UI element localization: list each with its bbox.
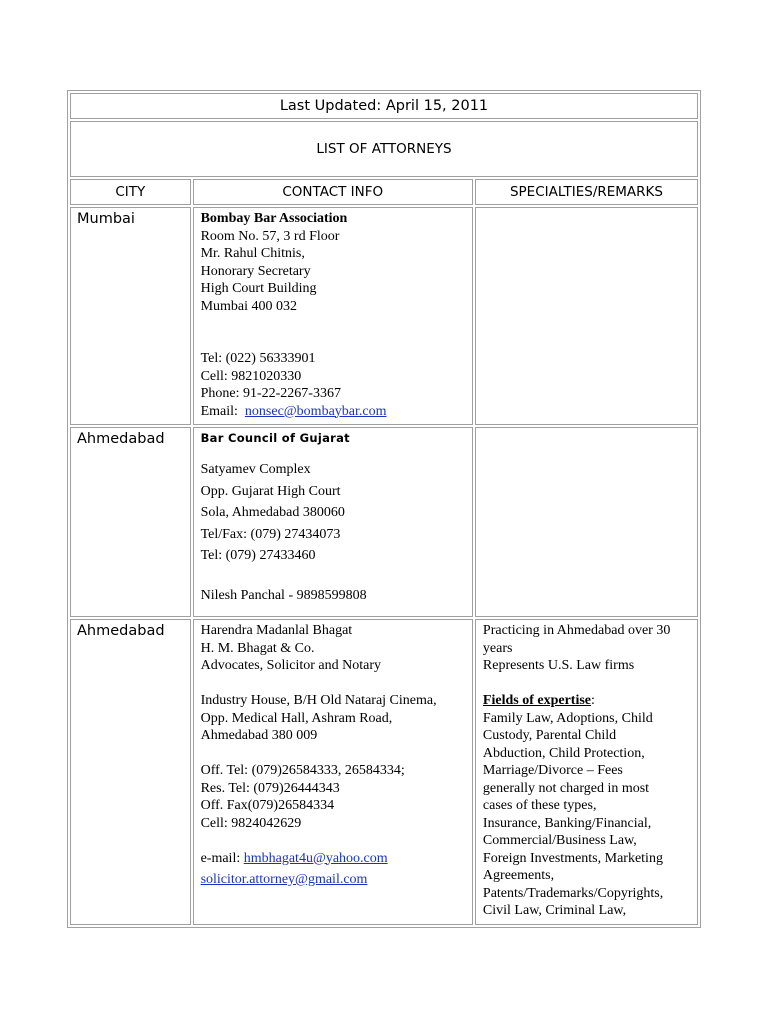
city-cell: Ahmedabad bbox=[70, 427, 191, 617]
specialties-cell bbox=[475, 619, 698, 925]
specialties-cell bbox=[475, 427, 698, 617]
address-line: Ahmedabad 380 009 bbox=[200, 728, 318, 743]
email-line bbox=[201, 403, 465, 421]
field-line: Foreign Investments, Marketing bbox=[482, 850, 663, 866]
email-link[interactable]: hmbhagat4u@yahoo.com bbox=[243, 850, 388, 866]
address-line: Mr. Rahul Chitnis, bbox=[200, 246, 305, 261]
contact-cell bbox=[193, 207, 473, 425]
address-line: High Court Building bbox=[200, 281, 317, 296]
last-updated-header: Last Updated: April 15, 2011 bbox=[70, 93, 698, 119]
attorney-list-document bbox=[67, 90, 701, 928]
field-line: Family Law, Adoptions, Child bbox=[482, 710, 653, 726]
phone-line: Res. Tel: (079)26444343 bbox=[200, 780, 340, 796]
phone-line: Tel: (079) 27433460 bbox=[200, 548, 316, 563]
email-line bbox=[201, 871, 465, 889]
phone-line: Cell: 9821020330 bbox=[200, 368, 302, 384]
city-cell: Ahmedabad bbox=[70, 619, 191, 925]
address-line: Satyamev Complex bbox=[200, 462, 311, 477]
address-line: Industry House, B/H Old Nataraj Cinema, bbox=[200, 693, 437, 708]
name-line: H. M. Bhagat & Co. bbox=[200, 640, 315, 656]
city-cell: Mumbai bbox=[70, 207, 191, 425]
name-line: Harendra Madanlal Bhagat bbox=[200, 623, 353, 638]
field-line: Commercial/Business Law, bbox=[482, 833, 637, 848]
field-line: Civil Law, Criminal Law, bbox=[482, 903, 627, 918]
contact-cell bbox=[193, 619, 473, 925]
contact-cell bbox=[193, 427, 473, 617]
contact-person: Nilesh Panchal - 9898599808 bbox=[200, 587, 367, 603]
column-header-specialties: SPECIALTIES/REMARKS bbox=[475, 179, 698, 205]
phone-line: Off. Fax(079)26584334 bbox=[200, 798, 335, 813]
field-line: Insurance, Banking/Financial, bbox=[482, 815, 652, 831]
field-line: Agreements, bbox=[482, 868, 555, 883]
column-header-contact: CONTACT INFO bbox=[193, 179, 473, 205]
name-line: Advocates, Solicitor and Notary bbox=[200, 658, 381, 673]
field-line: cases of these types, bbox=[482, 798, 597, 813]
phone-line: Tel/Fax: (079) 27434073 bbox=[200, 526, 341, 542]
phone-line: Off. Tel: (079)26584333, 26584334; bbox=[200, 763, 405, 778]
field-line: Abduction, Child Protection, bbox=[482, 745, 645, 761]
column-header-city: CITY bbox=[70, 179, 191, 205]
phone-line: Phone: 91-22-2267-3367 bbox=[200, 386, 341, 401]
email-link[interactable]: solicitor.attorney@gmail.com bbox=[200, 872, 368, 887]
attorney-table bbox=[67, 90, 701, 928]
field-line: Marriage/Divorce – Fees bbox=[482, 763, 623, 778]
field-line: Custody, Parental Child bbox=[482, 728, 617, 743]
address-line: Room No. 57, 3 rd Floor bbox=[200, 228, 340, 244]
address-line: Opp. Gujarat High Court bbox=[200, 483, 341, 499]
fields-label: Fields of expertise bbox=[482, 693, 592, 708]
phone-line: Tel: (022) 56333901 bbox=[200, 351, 316, 366]
list-title: LIST OF ATTORNEYS bbox=[70, 121, 698, 177]
address-line: Opp. Medical Hall, Ashram Road, bbox=[200, 710, 393, 726]
remark-line: Represents U.S. Law firms bbox=[482, 658, 635, 673]
email-label: Email: bbox=[200, 403, 245, 419]
org-name: Bar Council of Gujarat bbox=[200, 431, 350, 445]
field-line: generally not charged in most bbox=[482, 780, 650, 796]
table-row bbox=[70, 207, 698, 425]
org-name: Bombay Bar Association bbox=[200, 211, 348, 226]
email-line bbox=[201, 850, 465, 868]
email-label: e-mail: bbox=[200, 850, 244, 866]
address-line: Sola, Ahmedabad 380060 bbox=[200, 505, 345, 520]
address-line: Mumbai 400 032 bbox=[200, 298, 298, 314]
phone-line: Cell: 9824042629 bbox=[200, 815, 302, 831]
address-line: Honorary Secretary bbox=[200, 263, 311, 279]
remark-line: years bbox=[482, 640, 513, 656]
remark-line: Practicing in Ahmedabad over 30 bbox=[482, 623, 671, 638]
table-row bbox=[70, 619, 698, 925]
email-link[interactable]: nonsec@bombaybar.com bbox=[244, 403, 387, 419]
specialties-cell bbox=[475, 207, 698, 425]
field-line: Patents/Trademarks/Copyrights, bbox=[482, 885, 664, 901]
table-row bbox=[70, 427, 698, 617]
fields-heading: Fields of expertise: bbox=[482, 693, 595, 708]
